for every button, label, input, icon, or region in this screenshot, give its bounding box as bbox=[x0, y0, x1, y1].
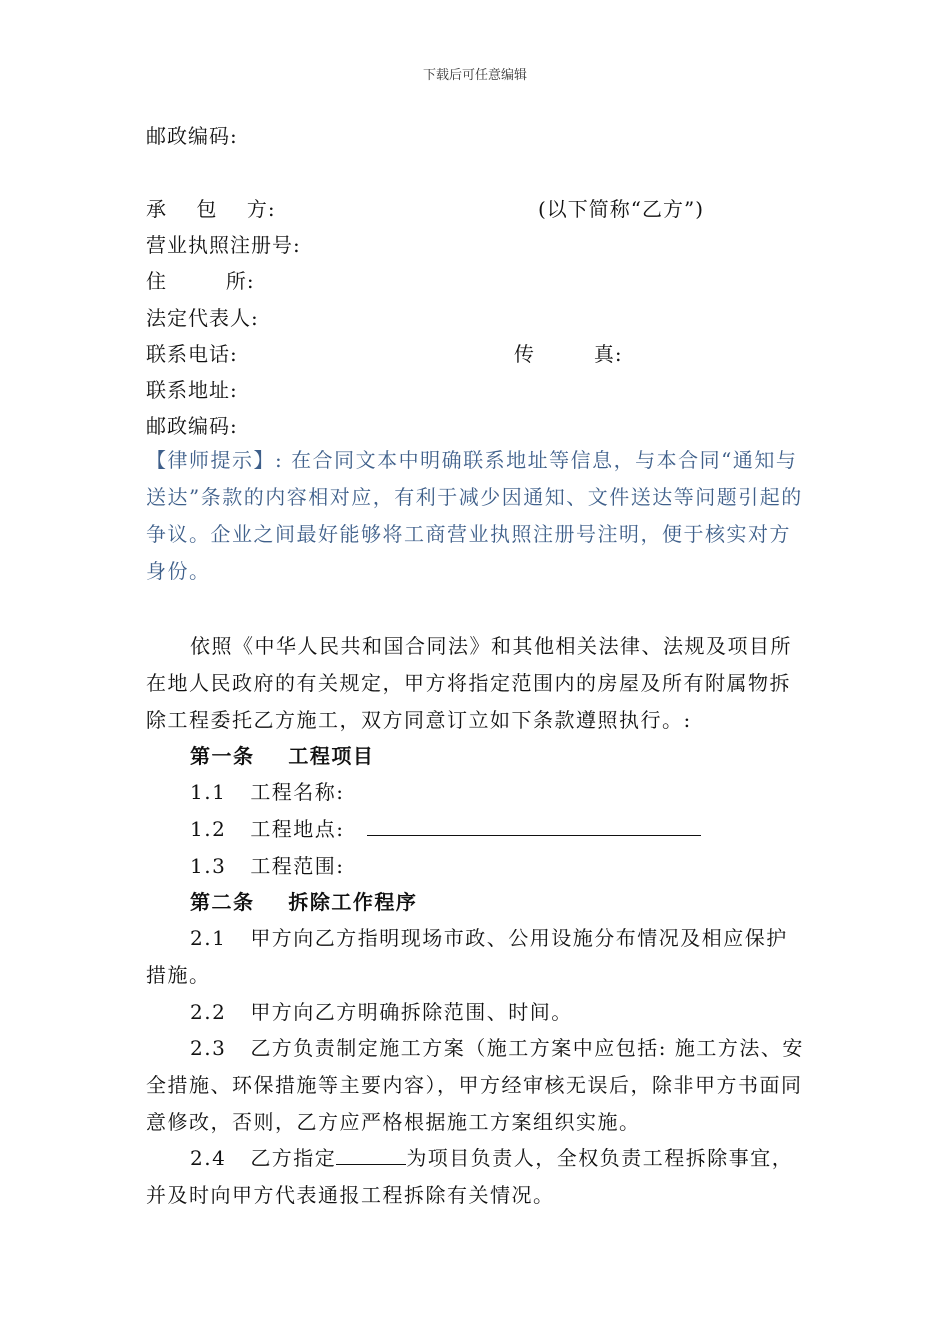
item-1-2 bbox=[190, 811, 790, 848]
item-2-4 bbox=[146, 1140, 808, 1214]
item-2-3-text: 乙方负责制定施工方案（施工方案中应包括: 施工方法、安全措施、环保措施等主要内容），甲方经审核无误后，除非甲方书面同意修改，否则，乙方应严格根据施工方案组织实施。 bbox=[146, 1036, 804, 1134]
item-2-3-num: 2.3 bbox=[190, 1036, 227, 1060]
item-2-4-text-after: 为项目负责人，全权负责工程拆除事宜，并及时向甲方代表通报工程拆除有关情况。 bbox=[146, 1146, 794, 1207]
fax-label: 传 真: bbox=[514, 342, 623, 366]
intro-paragraph: 依照《中华人民共和国合同法》和其他相关法律、法规及项目所在地人民政府的有关规定，甲方将指定范围内的房屋及所有附属物拆除工程委托乙方施工，双方同意订立如下条款遵照执行。: bbox=[146, 634, 792, 732]
address-label: 住 所: bbox=[146, 269, 255, 293]
item-1-1-text: 工程名称: bbox=[250, 780, 345, 804]
item-1-2-text: 工程地点: bbox=[250, 817, 345, 841]
item-1-1-num: 1.1 bbox=[190, 780, 227, 804]
responsible-person-blank bbox=[336, 1144, 406, 1165]
lawyer-tip bbox=[146, 442, 808, 590]
page-header: 下载后可任意编辑 bbox=[422, 68, 527, 83]
party-b-postal-code-label: 邮政编码: bbox=[146, 414, 238, 438]
location-blank-line bbox=[367, 813, 701, 836]
contact-address-label: 联系地址: bbox=[146, 378, 238, 402]
license-number-label: 营业执照注册号: bbox=[146, 233, 301, 257]
item-1-3-text: 工程范围: bbox=[250, 854, 345, 878]
item-2-2-num: 2.2 bbox=[190, 1000, 227, 1024]
item-2-4-num: 2.4 bbox=[190, 1146, 227, 1170]
legal-rep-label: 法定代表人: bbox=[146, 306, 259, 330]
lawyer-tip-label: 【律师提示】 bbox=[146, 448, 275, 472]
contractor-note: (以下简称“乙方”) bbox=[538, 197, 705, 221]
item-2-1 bbox=[146, 920, 808, 994]
item-2-2-text: 甲方向乙方明确拆除范围、时间。 bbox=[250, 1000, 573, 1024]
item-2-3 bbox=[146, 1030, 808, 1141]
lawyer-tip-text: : 在合同文本中明确联系地址等信息，与本合同“通知与送达”条款的内容相对应，有利于减少因通知、文件送达等问题引起的争议。企业之间最好能够将工商营业执照注册号注明，便于核实对方身份。 bbox=[146, 448, 803, 583]
item-1-2-num: 1.2 bbox=[190, 817, 227, 841]
contractor-label: 承 包 方: bbox=[146, 197, 276, 221]
item-2-2 bbox=[146, 994, 808, 1031]
article-1-title: 第一条 工程项目 bbox=[190, 744, 375, 768]
item-1-3-num: 1.3 bbox=[190, 854, 227, 878]
item-2-1-text: 甲方向乙方指明现场市政、公用设施分布情况及相应保护措施。 bbox=[146, 926, 788, 987]
party-a-postal-code-label: 邮政编码: bbox=[146, 124, 238, 148]
item-2-4-text-before: 乙方指定 bbox=[250, 1146, 337, 1170]
item-1-3 bbox=[190, 848, 790, 885]
phone-label: 联系电话: bbox=[146, 342, 238, 366]
item-1-1 bbox=[190, 774, 790, 811]
article-2-title: 第二条 拆除工作程序 bbox=[190, 890, 418, 914]
item-2-1-num: 2.1 bbox=[190, 926, 227, 950]
